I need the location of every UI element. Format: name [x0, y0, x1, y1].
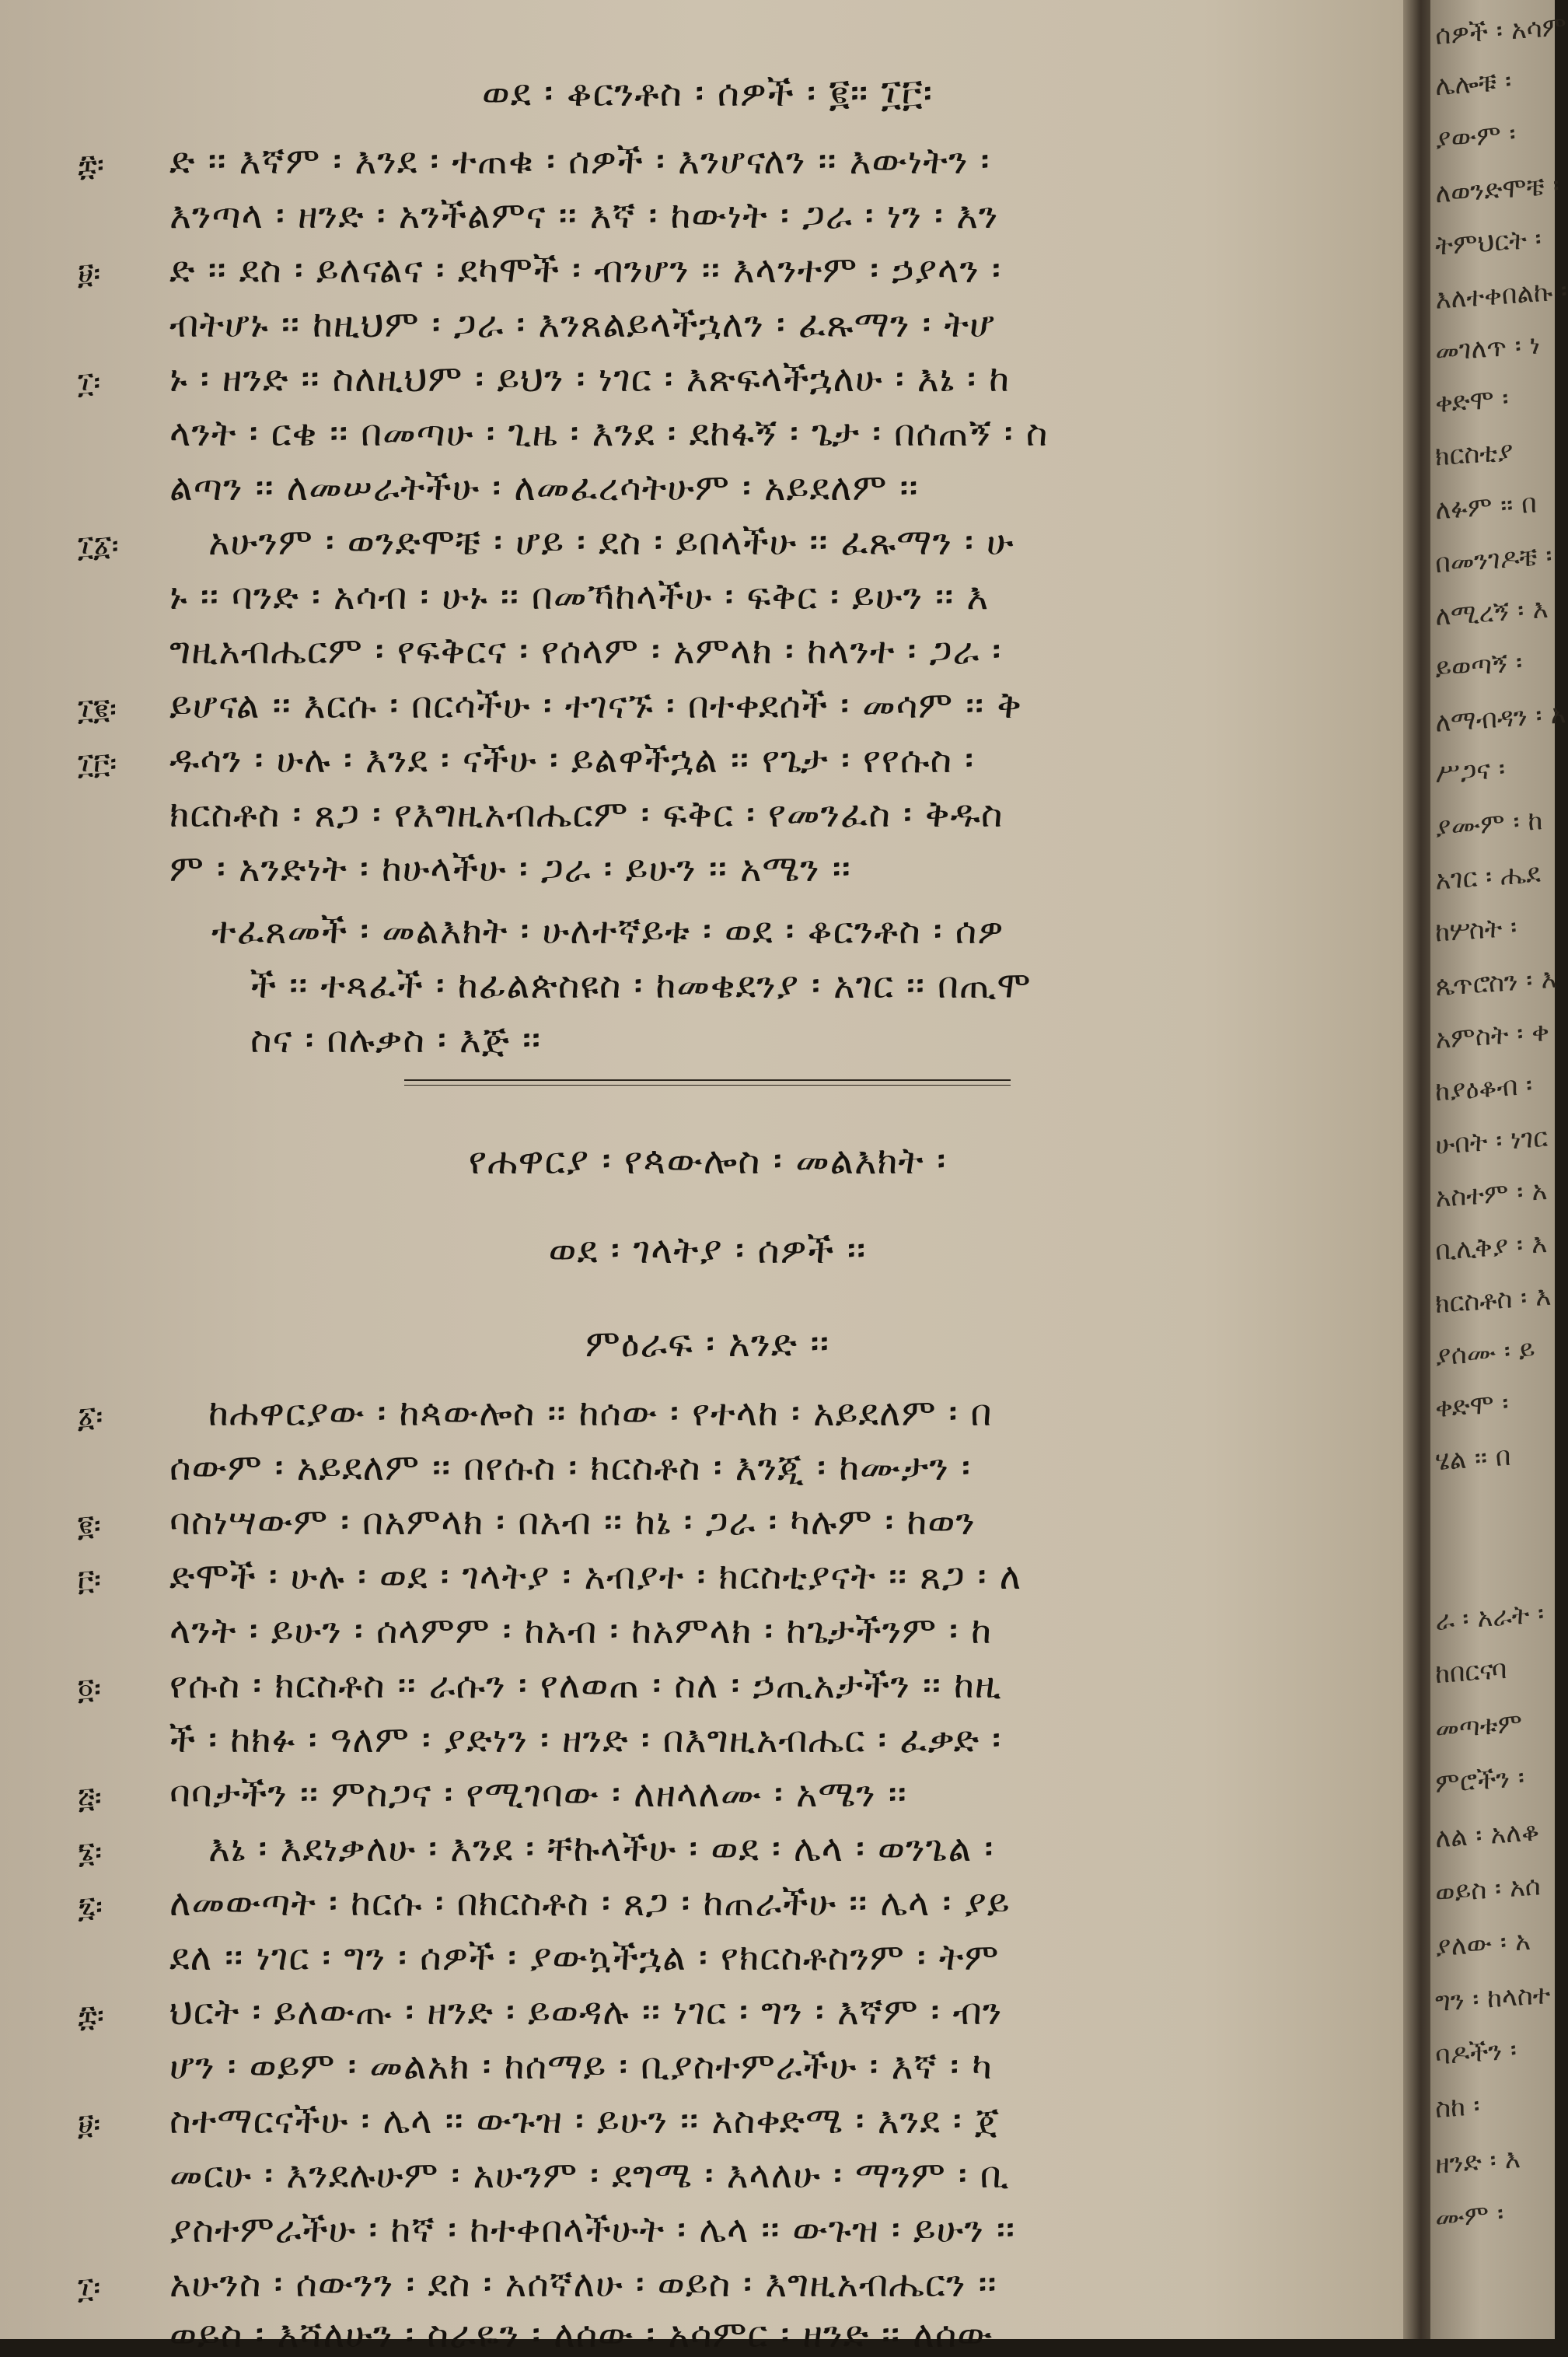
facing-page-line: መገለጥ ፡ ነ	[1434, 329, 1542, 368]
facing-page-line: ሥጋና ፡	[1434, 753, 1507, 790]
facing-page-line: ሙም ፡	[1434, 2198, 1505, 2235]
facing-page-line: ለወንድሞቼ ፡	[1434, 170, 1561, 210]
text-line: አሁንስ ፡ ሰውንን ፡ ደስ ፡ አሰኛለሁ ፡ ወይስ ፡ እግዚአብሔርን ፡፡	[169, 2263, 997, 2306]
text-line: መርሁ ፡ እንደሉሁም ፡ አሁንም ፡ ደግሜ ፡ እላለሁ ፡ ማንም ፡ ቢ	[169, 2154, 1010, 2197]
section-divider	[404, 1079, 1011, 1086]
verse-number: ፲፩፡	[78, 529, 119, 563]
verse-number: ፫፡	[78, 1563, 101, 1597]
facing-page-line: ባዶችን ፡	[1434, 2034, 1518, 2072]
facing-page-line: ያሙም ፡ ከ	[1434, 805, 1544, 844]
facing-page-line: ለፉም ፡፡ በ	[1434, 488, 1538, 526]
facing-page-line: ያሰሙ ፡ ይ	[1434, 1334, 1536, 1373]
text-line: ግዚአብሔርም ፡ የፍቅርና ፡ የሰላም ፡ አምላክ ፡ ከላንተ ፡ ጋራ ፡	[169, 630, 1002, 673]
text-line: እኔ ፡ እደነቃለሁ ፡ እንደ ፡ ቸኩላችሁ ፡ ወደ ፡ ሌላ ፡ ወንጌል ፡	[208, 1827, 994, 1870]
verse-number: ፩፡	[78, 1400, 103, 1434]
facing-page-line: ከያዕቆብ ፡	[1434, 1069, 1534, 1108]
text-line: ብትሆኑ ፡፡ ከዚህም ፡ ጋራ ፡ እንጸልይላችኋለን ፡ ፈጹማን ፡ ትሆ	[169, 303, 996, 346]
text-line: ኑ ፡ ዘንድ ፡፡ ስለዚህም ፡ ይህን ፡ ነገር ፡ እጽፍላችኋለሁ ፡ እኔ ፡ ከ	[169, 358, 1011, 400]
facing-page-line: ሌሎቹ ፡	[1434, 65, 1513, 103]
verse-number: ፲፪፡	[78, 692, 117, 726]
verse-number: ፲፫፡	[78, 747, 117, 781]
verse-number: ፭፡	[78, 1781, 102, 1815]
text-line: ክርስቶስ ፡ ጸጋ ፡ የእግዚአብሔርም ፡ ፍቅር ፡ የመንፈስ ፡ ቅዱስ	[169, 793, 1004, 836]
text-line: ባስነሣውም ፡ በአምላክ ፡ በአብ ፡፡ ከኔ ፡ ጋራ ፡ ካሉም ፡ ከወን	[169, 1501, 976, 1544]
facing-page-line: ሰዎች ፡ አሳም	[1434, 11, 1568, 51]
facing-page-line: ለል ፡ አለቆ	[1434, 1816, 1541, 1855]
colophon-line: ች ፡፡ ተጻፈች ፡ ከፊልጵስዩስ ፡ ከመቄደንያ ፡ አገር ፡፡ በጢሞ	[250, 964, 1032, 1007]
chapter-heading: ምዕራፍ ፡ አንድ ፡፡	[585, 1322, 830, 1366]
running-head: ወደ ፡ ቆርንቶስ ፡ ሰዎች ፡ ፪። ፲፫፡	[482, 72, 933, 115]
text-line: ባባታችን ፡፡ ምስጋና ፡ የሚገባው ፡ ለዘላለሙ ፡ አሜን ፡፡	[169, 1773, 907, 1816]
facing-page-line: ቀድሞ ፡	[1434, 1387, 1510, 1425]
facing-page-line: ለማብዳን ፡ አ	[1434, 698, 1567, 739]
facing-page-line: ከሦስት ፡	[1434, 911, 1518, 949]
facing-page-line: ጴጥሮስን ፡ እ	[1434, 963, 1558, 1003]
verse-number: ፬፡	[78, 1672, 101, 1706]
facing-page-line: ቢሊቅያ ፡ እ	[1434, 1228, 1549, 1267]
text-line: አሁንም ፡ ወንድሞቼ ፡ ሆይ ፡ ደስ ፡ ይበላችሁ ፡፡ ፈጹማን ፡ ሁ	[208, 521, 1014, 564]
verse-number: ፱፡	[78, 257, 101, 291]
text-line: ከሐዋርያው ፡ ከጳውሎስ ፡፡ ከሰው ፡ የተላከ ፡ አይደለም ፡ በ	[208, 1392, 993, 1435]
book-subtitle: ወደ ፡ ገላትያ ፡ ሰዎች ፡፡	[548, 1229, 867, 1272]
facing-page-line: አገር ፡ ሔደ	[1434, 858, 1542, 897]
text-line: ኑ ፡፡ ባንድ ፡ አሳብ ፡ ሁኑ ፡፡ በመኻከላችሁ ፡ ፍቅር ፡ ይሁን ፡፡ እ	[169, 575, 990, 618]
facing-page-line: ያለው ፡ አ	[1434, 1925, 1531, 1964]
facing-page-line: ከበርናባ	[1434, 1653, 1508, 1691]
facing-page-line: ወይስ ፡ አሰ	[1434, 1870, 1542, 1909]
facing-page-line: አስተም ፡ አ	[1434, 1175, 1549, 1214]
facing-page-line: እለተቀበልኩ ፡	[1434, 275, 1568, 316]
facing-page-line: ለሚረኝ ፡ እ	[1434, 593, 1549, 633]
facing-page-line: ምሮችን ፡	[1434, 1762, 1526, 1799]
text-line: ድሞች ፡ ሁሉ ፡ ወደ ፡ ገላትያ ፡ አብያተ ፡ ክርስቲያናት ፡፡ ጸጋ ፡ ለ	[169, 1555, 1022, 1598]
text-line: ይሆናል ፡፡ እርሱ ፡ በርሳችሁ ፡ ተገናኙ ፡ በተቀደሰች ፡ መሳም ፡፡ ቅ	[169, 684, 1022, 727]
facing-page-line: ሁበት ፡ ነገር	[1434, 1121, 1549, 1162]
book-title: የሐዋርያ ፡ የጳውሎስ ፡ መልእክት ፡	[468, 1139, 947, 1183]
facing-page-line: ራ ፡ አራት ፡	[1434, 1598, 1545, 1637]
verse-number: ፪፡	[78, 1509, 101, 1543]
facing-page-line: ያውም ፡	[1434, 118, 1517, 156]
text-line: ም ፡ አንድነት ፡ ከሁላችሁ ፡ ጋራ ፡ ይሁን ፡፡ አሜን ፡፡	[169, 848, 851, 890]
verse-number: ፲፡	[78, 2271, 101, 2305]
text-line: የሱስ ፡ ክርስቶስ ፡፡ ራሱን ፡ የለወጠ ፡ ስለ ፡ ኃጢአታችን ፡፡ ከዚ	[169, 1664, 1002, 1707]
facing-page-line: ቀድሞ ፡	[1434, 383, 1510, 420]
facing-page-line: ግን ፡ ከላስተ	[1434, 1978, 1552, 2019]
facing-page-line: ትምህርት ፡	[1434, 223, 1543, 262]
verse-number: ፮፡	[78, 1835, 103, 1869]
text-line: ልጣን ፡፡ ለመሠራትችሁ ፡ ለመፈረሳትሁም ፡ አይደለም ፡፡	[169, 467, 919, 509]
text-line: ህርት ፡ ይለውጡ ፡ ዘንድ ፡ ይወዳሉ ፡፡ ነገር ፡ ግን ፡ እኛም ፡ ብን	[169, 1991, 1003, 2034]
text-line: ያስተምራችሁ ፡ ከኛ ፡ ከተቀበላችሁት ፡ ሌላ ፡፡ ውጉዝ ፡ ይሁን ፡፡	[169, 2208, 1016, 2251]
text-line: ወይስ ፡ እሻለሁን ፡ ስራዬን ፡ ለሰው ፡ አሳምር ፡ ዘንድ ፡፡ ለሰው	[169, 2313, 994, 2356]
text-line: ድ ፡፡ እኛም ፡ እንደ ፡ ተጠቁ ፡ ሰዎች ፡ እንሆናለን ፡፡ እውነትን ፡	[169, 140, 990, 183]
text-line: ለመውጣት ፡ ከርሱ ፡ በክርስቶስ ፡ ጸጋ ፡ ከጠራችሁ ፡፡ ሌላ ፡ ያይ	[169, 1882, 1011, 1925]
verse-number: ፰፡	[78, 1999, 104, 2033]
facing-page-line: ክርስቶስ ፡ እ	[1434, 1280, 1552, 1320]
text-line: ስተማርናችሁ ፡ ሌላ ፡፡ ውጉዝ ፡ ይሁን ፡፡ አስቀድሜ ፡ እንደ ፡ ጀ	[169, 2100, 1001, 2142]
facing-page	[1430, 0, 1568, 2339]
text-line: ድ ፡፡ ደስ ፡ ይለናልና ፡ ደካሞች ፡ ብንሆን ፡፡ እላንተም ፡ ኃያላን ፡	[169, 249, 1001, 292]
text-line: ሰውም ፡ አይደለም ፡፡ በየሱስ ፡ ክርስቶስ ፡ እንጂ ፡ ከሙታን ፡	[169, 1446, 971, 1489]
facing-page-line: ስከ ፡	[1434, 2090, 1481, 2124]
facing-page-line: ዘንድ ፡ እ	[1434, 2143, 1521, 2180]
text-line: ደለ ፡፡ ነገር ፡ ግን ፡ ሰዎች ፡ ያውኳችኋል ፡ የክርስቶስንም ፡ ትም	[169, 1936, 1000, 1979]
text-line: ላንት ፡ ይሁን ፡ ሰላምም ፡ ከአብ ፡ ከአምላክ ፡ ከጌታችንም ፡ ከ	[169, 1610, 993, 1652]
verse-number: ፱፡	[78, 2107, 101, 2142]
facing-page-line: ክርስቲያ	[1434, 435, 1514, 473]
text-line: ዱሳን ፡ ሁሉ ፡ እንደ ፡ ናችሁ ፡ ይልዋችኋል ፡፡ የጌታ ፡ የየሱስ ፡	[169, 739, 975, 782]
verse-number: ፲፡	[78, 365, 101, 400]
facing-page-line: ይወጣኝ ፡	[1434, 647, 1524, 684]
text-line: ሆን ፡ ወይም ፡ መልአክ ፡ ከሰማይ ፡ ቢያስተምራችሁ ፡ እኛ ፡ ካ	[169, 2045, 993, 2088]
text-line: ላንት ፡ ርቄ ፡፡ በመጣሁ ፡ ጊዜ ፡ እንደ ፡ ደከፋኝ ፡ ጌታ ፡ በሰጠኝ ፡ ስ	[169, 412, 1049, 455]
text-line: ች ፡ ከክፉ ፡ ዓለም ፡ ያድነን ፡ ዘንድ ፡ በእግዚአብሔር ፡ ፈቃድ ፡	[169, 1719, 1002, 1761]
text-line: እንጣላ ፡ ዘንድ ፡ አንችልምና ፡፡ እኛ ፡ ከውነት ፡ ጋራ ፡ ነን ፡ እን	[169, 194, 999, 237]
colophon-line: ስና ፡ በሉቃስ ፡ እጅ ፡፡	[250, 1019, 542, 1061]
facing-page-line: አምስት ፡ ቀ	[1434, 1016, 1551, 1056]
facing-page-line: መጣቱም	[1434, 1708, 1524, 1745]
facing-page-line: ሄል ፡፡ በ	[1434, 1440, 1512, 1477]
colophon-line: ተፈጸመች ፡ መልእክት ፡ ሁለተኛይቱ ፡ ወደ ፡ ቆርንቶስ ፡ ሰዎ	[211, 910, 1004, 953]
verse-number: ፰፡	[78, 148, 104, 182]
facing-page-line: በመንገዶቼ ፡	[1434, 540, 1553, 580]
verse-number: ፯፡	[78, 1890, 103, 1924]
